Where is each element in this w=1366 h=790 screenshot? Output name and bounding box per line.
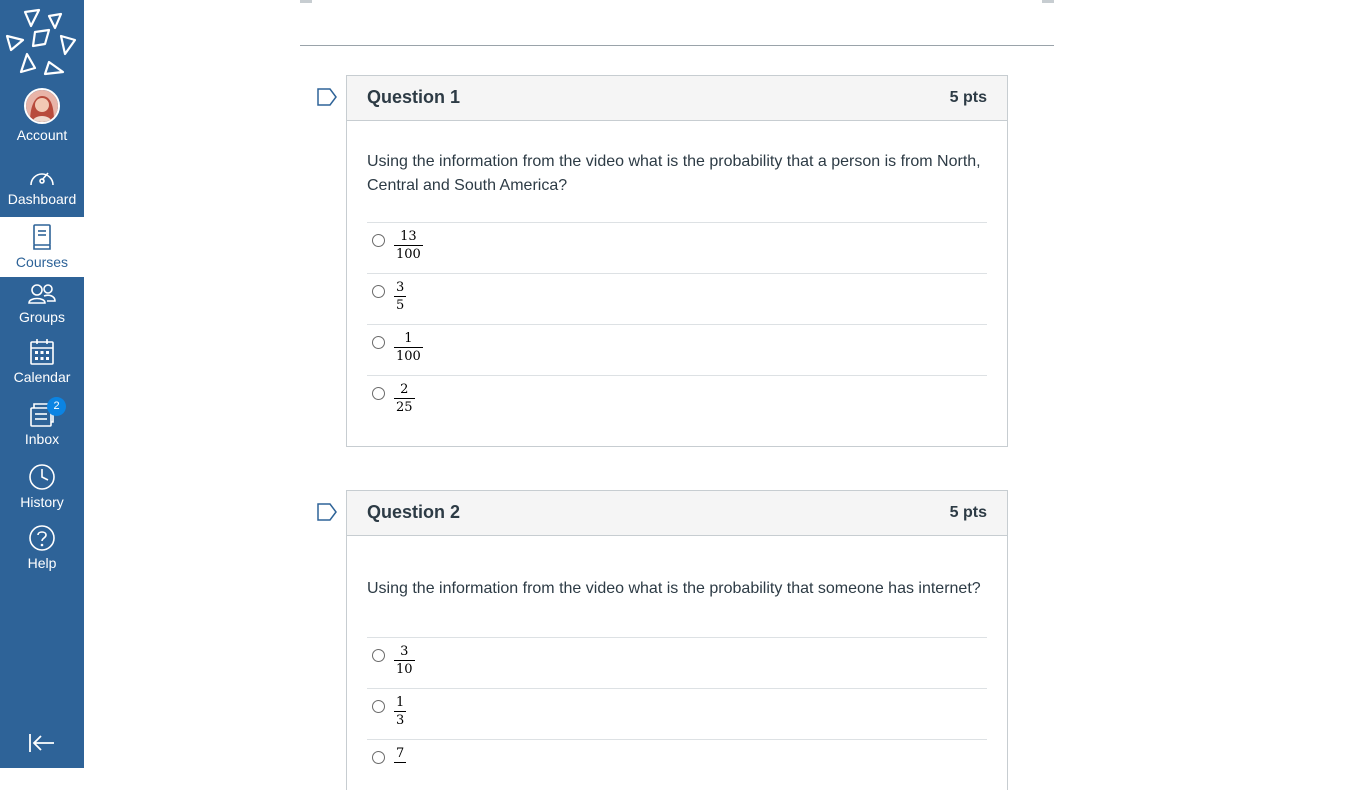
- denominator: 3: [396, 713, 405, 728]
- answer-radio[interactable]: [372, 336, 385, 349]
- nav-courses-label: Courses: [15, 254, 69, 270]
- nav-help-label: Help: [27, 555, 57, 571]
- numerator: 3: [396, 280, 405, 295]
- question-1-text: Using the information from the video what is the probability that a person is from North, Central and South America?: [367, 153, 981, 194]
- help-icon: [28, 524, 56, 552]
- nav-courses[interactable]: [0, 217, 84, 277]
- fraction: [394, 382, 415, 415]
- fraction: [394, 229, 423, 262]
- nav-history-label: History: [20, 494, 64, 510]
- nav-account[interactable]: [0, 88, 84, 148]
- answer-option[interactable]: [367, 375, 987, 426]
- flag-question-2-icon[interactable]: [317, 503, 337, 521]
- nav-inbox-label: Inbox: [24, 431, 60, 447]
- inbox-unread-badge: 2: [47, 397, 66, 416]
- courses-icon: [30, 223, 54, 251]
- answer-radio[interactable]: [372, 285, 385, 298]
- question-2-text: Using the information from the video what is the probability that someone has internet?: [367, 580, 981, 597]
- numerator: 13: [400, 229, 417, 244]
- answer-radio[interactable]: [372, 649, 385, 662]
- denominator: 10: [396, 662, 413, 677]
- global-navigation: [0, 0, 84, 768]
- page-top-marker-right: [1042, 0, 1054, 3]
- denominator: [398, 763, 402, 764]
- fraction: [394, 695, 406, 728]
- nav-dashboard-label: Dashboard: [7, 191, 77, 207]
- question-2-card: [346, 490, 1008, 790]
- question-1-header: [347, 76, 1007, 121]
- answer-radio[interactable]: [372, 387, 385, 400]
- dashboard-icon: [28, 166, 56, 188]
- answer-option[interactable]: [367, 324, 987, 375]
- answer-option[interactable]: [367, 222, 987, 273]
- institution-logo[interactable]: [5, 6, 79, 78]
- answer-radio[interactable]: [372, 234, 385, 247]
- denominator: 5: [396, 298, 405, 313]
- fraction: [394, 331, 423, 364]
- answer-radio[interactable]: [372, 700, 385, 713]
- numerator: 2: [400, 382, 409, 397]
- answer-option[interactable]: [367, 637, 987, 688]
- history-clock-icon: [28, 463, 56, 491]
- question-1-title: Question 1: [367, 87, 461, 107]
- answer-option[interactable]: [367, 688, 987, 739]
- nav-inbox[interactable]: [0, 400, 84, 460]
- question-1-points: 5 pts: [949, 89, 987, 106]
- fraction: [394, 644, 415, 677]
- user-avatar: [24, 88, 60, 124]
- nav-history[interactable]: [0, 463, 84, 523]
- denominator: 100: [396, 247, 421, 262]
- nav-calendar-label: Calendar: [13, 369, 71, 385]
- groups-icon: [27, 282, 57, 306]
- answer-option[interactable]: [367, 739, 987, 790]
- question-2-points: 5 pts: [949, 504, 987, 521]
- denominator: 100: [396, 349, 421, 364]
- question-2-header: [347, 491, 1007, 536]
- nav-dashboard[interactable]: [0, 160, 84, 220]
- page-top-marker-left: [300, 0, 312, 3]
- nav-account-label: Account: [16, 127, 68, 143]
- nav-calendar[interactable]: [0, 338, 84, 398]
- nav-help[interactable]: [0, 524, 84, 584]
- question-1-answers: [367, 222, 987, 426]
- fraction: [394, 280, 406, 313]
- nav-groups[interactable]: [0, 282, 84, 342]
- numerator: 1: [396, 695, 405, 710]
- nav-groups-label: Groups: [19, 309, 65, 325]
- numerator: 7: [396, 746, 405, 761]
- divider: [300, 45, 1054, 46]
- calendar-icon: [29, 338, 55, 366]
- flag-question-1-icon[interactable]: [317, 88, 337, 106]
- fraction: [394, 746, 406, 764]
- question-2-title: Question 2: [367, 502, 461, 522]
- question-2-answers: [367, 637, 987, 790]
- question-1-card: [346, 75, 1008, 447]
- answer-option[interactable]: [367, 273, 987, 324]
- collapse-nav-icon[interactable]: [28, 730, 56, 756]
- numerator: 3: [400, 644, 409, 659]
- denominator: 25: [396, 400, 413, 415]
- numerator: 1: [404, 331, 413, 346]
- answer-radio[interactable]: [372, 751, 385, 764]
